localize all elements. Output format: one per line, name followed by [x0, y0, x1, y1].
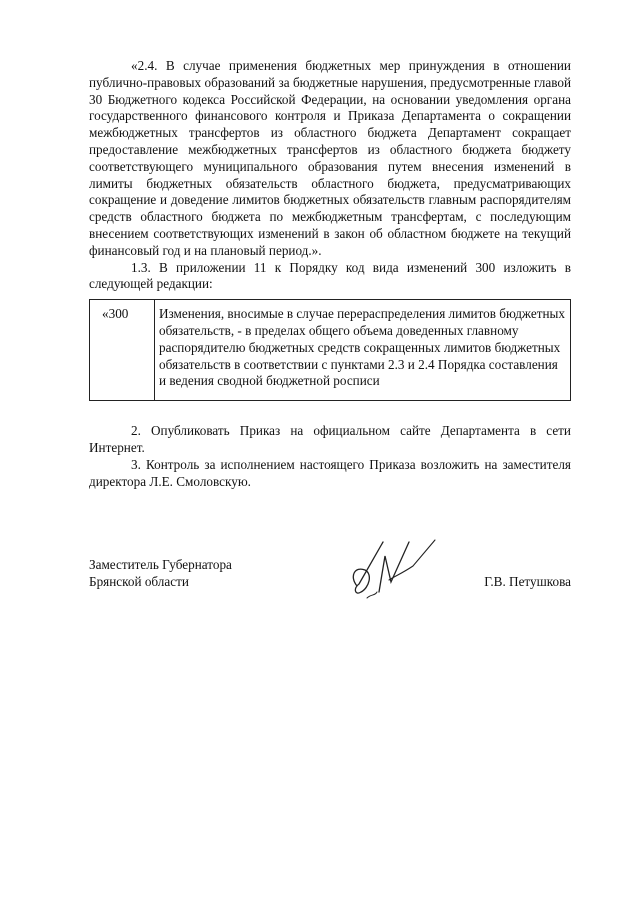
change-description-cell: Изменения, вносимые в случае перераспределения лимитов бюджетных обязательств, - в пределах общего объема доведенных главному распорядителю бюджетных средств сокращенных лимитов бюджетных обязательств в соответствии с пунктами 2.3 и 2.4 Порядка составления и ведения сводной бюджетной росписи	[155, 300, 571, 401]
spacer	[89, 401, 571, 423]
handwritten-signature	[339, 536, 439, 606]
signatory-position	[89, 556, 232, 590]
paragraph-3: 3. Контроль за исполнением настоящего Приказа возложить на заместителя директора Л.Е. Смоловскую.	[89, 456, 571, 489]
signatory-position-line1: Заместитель Губернатора	[89, 557, 232, 572]
paragraph-2: 2. Опубликовать Приказ на официальном сайте Департамента в сети Интернет.	[89, 423, 571, 455]
signatory-position-line2: Брянской области	[89, 574, 189, 589]
signature-block	[89, 556, 571, 616]
change-code-table	[89, 299, 571, 401]
paragraph-2-4: «2.4. В случае применения бюджетных мер принуждения в отношении публично-правовых образований за бюджетные нарушения, предусмотренные главой 30 Бюджетного кодекса Российской Федерации, на основании уведомления органа государственного финансового контроля и Приказа Департамента о сокращении межбюджетных трансфертов из областного бюджета Департамент сокращает предоставление межбюджетных трансфертов из областного бюджета бюджету соответствующего муниципального образования путем внесения изменений в лимиты бюджетных обязательств областного бюджета, предусматривающих сокращение и доведение лимитов бюджетных обязательств главным распорядителям средств областного бюджета по межбюджетным трансфертам, с последующим внесением соответствующих изменений в закон об областном бюджете на текущий финансовый год и на плановый период.».	[89, 58, 571, 258]
signatory-name: Г.В. Петушкова	[484, 574, 571, 589]
table-row	[90, 300, 571, 401]
paragraph-1-3: 1.3. В приложении 11 к Порядку код вида изменений 300 изложить в следующей редакции:	[89, 259, 571, 292]
document-body	[89, 58, 571, 490]
change-code-cell: «300	[90, 300, 155, 401]
